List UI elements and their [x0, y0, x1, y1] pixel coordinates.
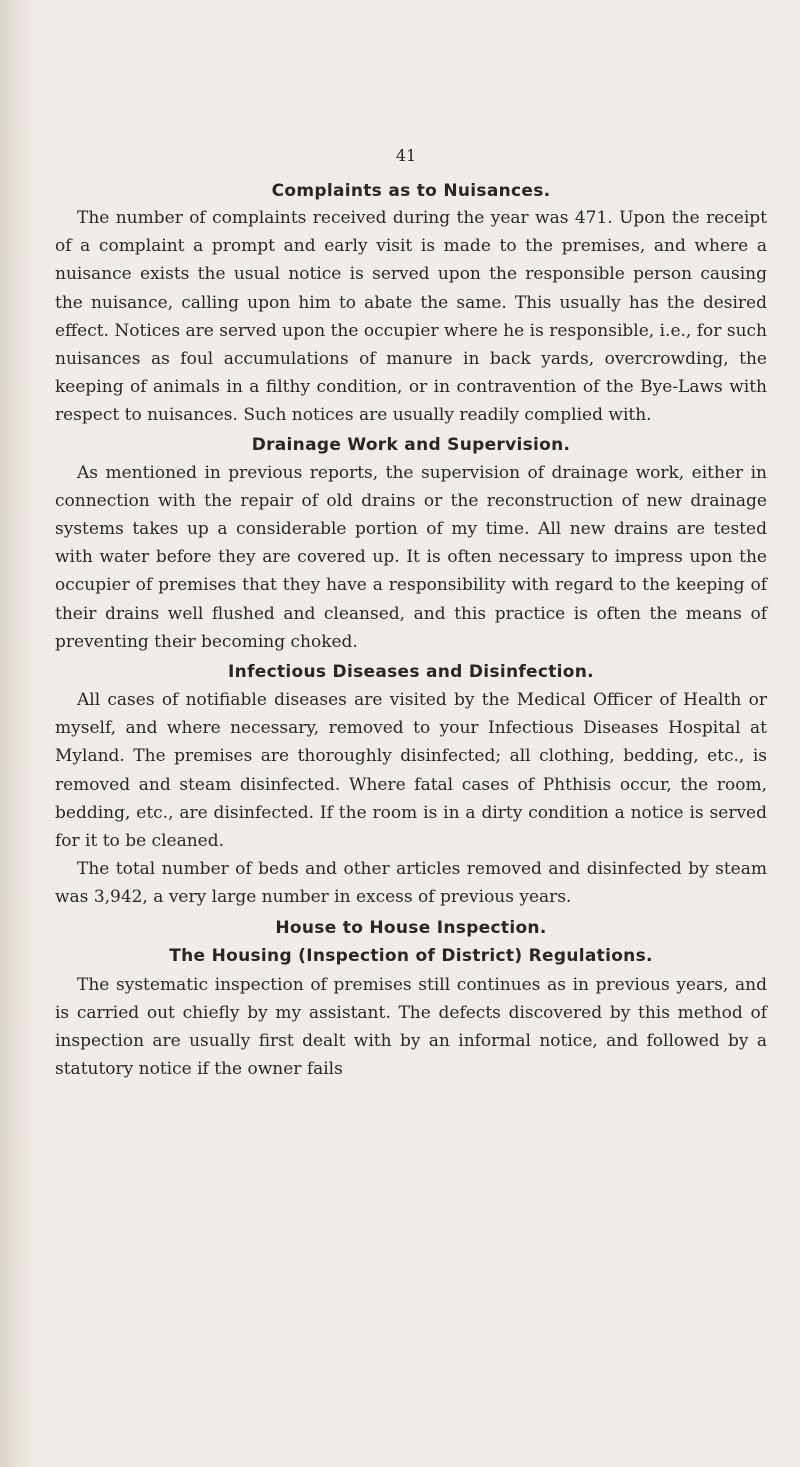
paragraph-drainage: As mentioned in previous reports, the supervision of drainage work, either in connection with the repair of old drains or the reconstruction of new drainage systems takes up a considerable portion of my time. All new drains are tested with water before they are covered up. It is often necessary to impress upon the occupier of premises that they have a responsibility with regard to the keeping of their drains well flushed and cleansed, and this practice is often the means of preventing their becoming choked. [55, 462, 767, 652]
page-edge-shadow [0, 0, 40, 1467]
heading-infectious: Infectious Diseases and Disinfection. [228, 662, 594, 683]
subheading-regulations: The Housing (Inspection of District) Regulations. [169, 945, 653, 966]
page-number: 41 [395, 146, 417, 165]
heading-complaints: Complaints as to Nuisances. [271, 181, 551, 201]
heading-drainage: Drainage Work and Supervision. [251, 434, 571, 455]
document-body [55, 176, 767, 1083]
heading-inspection: House to House Inspection. [275, 917, 547, 938]
paragraph-complaints: The number of complaints received during the year was 471. Upon the receipt of a complaint a prompt and early visit is made to the premises, and where a nuisance exists the usual notice is served upon the responsible person causing the nuisance, calling upon him to abate the same. This usually has the desired effect. Notices are served upon the occupier where he is responsible, i.e., for such nuisances as foul accumulations of manure in back yards, overcrowding, the keeping of animals in a filthy condition, or in contravention of the Bye-Laws with respect to nuisances. Such notices are usually readily complied with. [55, 208, 767, 426]
paragraph-infectious-2: The total number of beds and other articles removed and disinfected by steam was 3,942, a very large number in excess of previous years. [55, 859, 767, 908]
paragraph-infectious-1: All cases of notifiable diseases are visited by the Medical Officer of Health or myself, and where necessary, removed to your Infectious Diseases Hospital at Myland. The premises are thoroughly disinfected; all clothing, bedding, etc., is removed and steam disinfected. Where fatal cases of Phthisis occur, the room, bedding, etc., are disinfected. If the room is in a dirty condition a notice is served for it to be cleaned. [55, 690, 767, 852]
paragraph-inspection: The systematic inspection of premises still continues as in previous years, and is carried out chiefly by my assistant. The defects discovered by this method of inspection are usually first dealt with by an informal notice, and followed by a statutory notice if the owner fails [55, 974, 767, 1080]
